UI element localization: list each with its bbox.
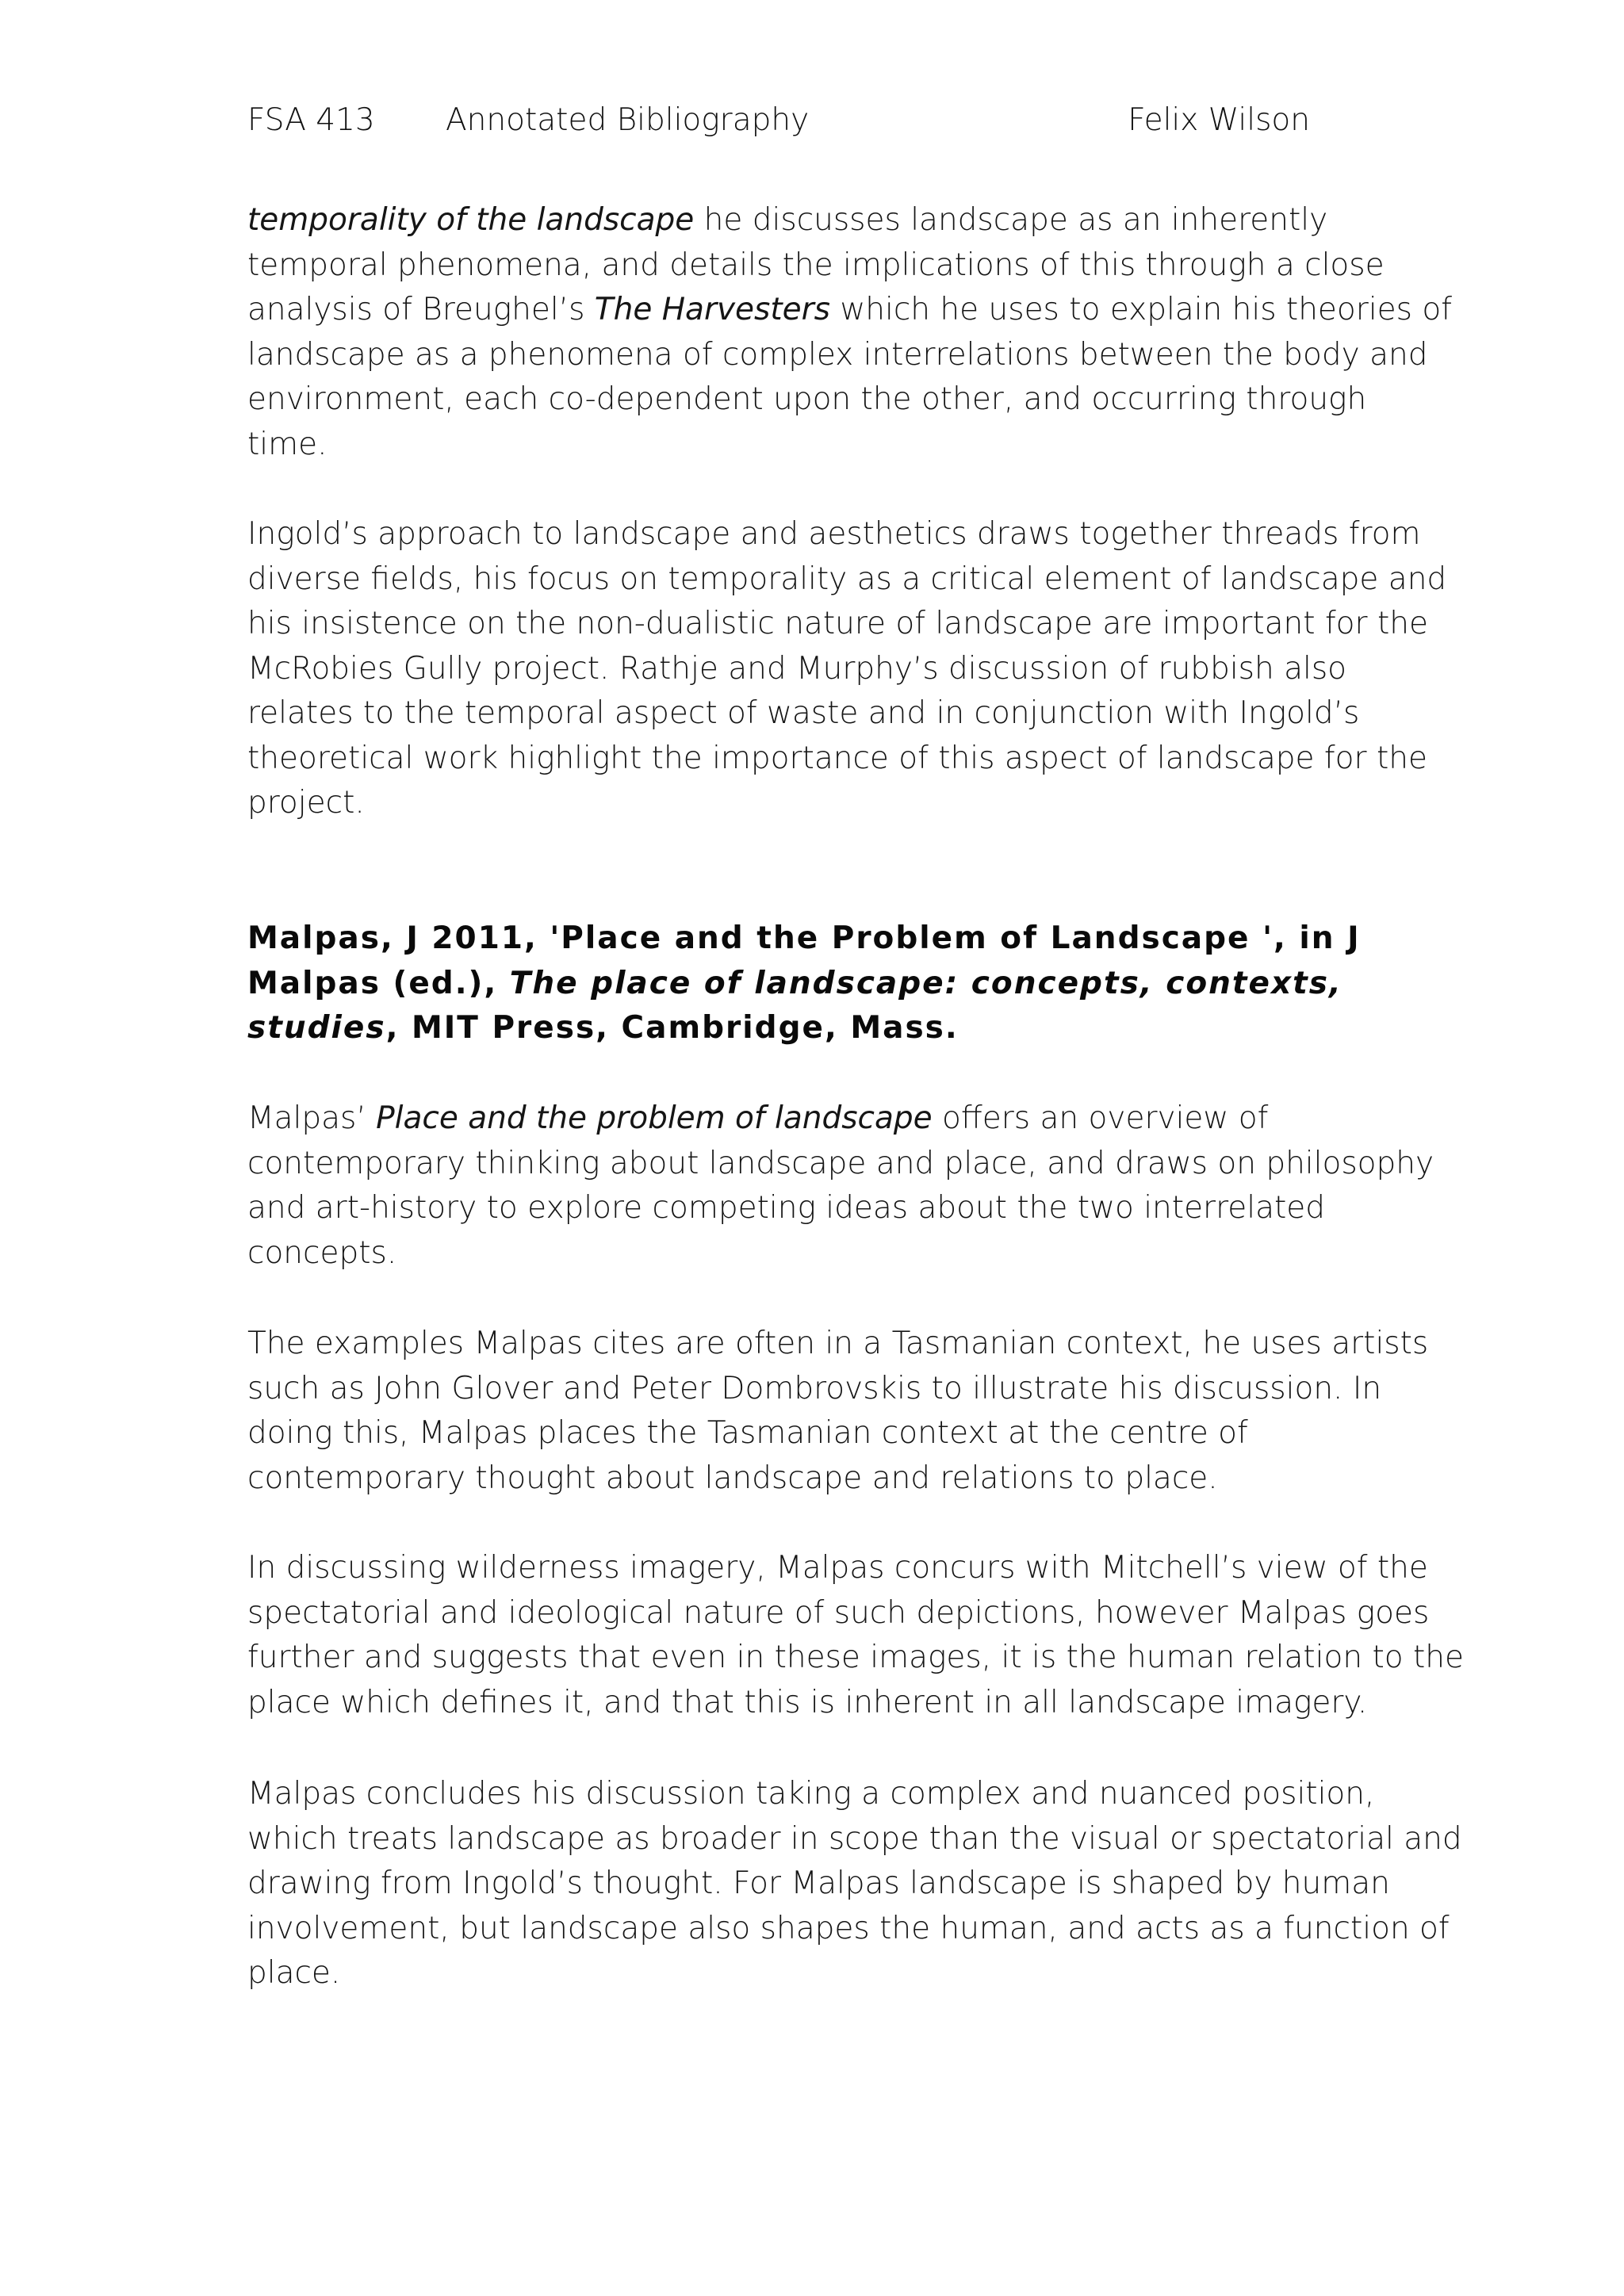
text-line: which treats landscape as broader in scope than the visual or spectatorial and — [247, 1820, 1462, 1857]
text-line: and art-history to explore competing ideas about the two interrelated — [247, 1190, 1326, 1226]
header-course-code: FSA 413 — [247, 102, 375, 138]
line-text: which he uses to explain his theories of — [830, 292, 1452, 327]
text-line: diverse fields, his focus on temporality as a critical element of landscape and — [247, 561, 1447, 597]
text-line: place. — [247, 1955, 341, 1991]
emphasis-phrase: temporality of the landscape — [247, 202, 695, 238]
book-title-continued: studies — [247, 1010, 386, 1046]
citation-text: Malpas (ed.), — [247, 965, 510, 1001]
citation-heading — [247, 916, 1389, 1051]
text-line: Malpas concludes his discussion taking a complex and nuanced position, — [247, 1776, 1375, 1812]
text-line: involvement, but landscape also shapes the human, and acts as a function of — [247, 1910, 1450, 1946]
text-line: temporal phenomena, and details the implications of this through a close — [247, 247, 1385, 283]
paragraph-temporality — [247, 198, 1452, 467]
citation-line — [247, 962, 1389, 1007]
paragraph-malpas-overview — [247, 1096, 1434, 1276]
text-line: place which defines it, and that this is inherent in all landscape imagery. — [247, 1684, 1368, 1720]
text-line — [247, 1096, 1389, 1142]
text-line: Ingold’s approach to landscape and aesthetics draws together threads from — [247, 516, 1421, 552]
text-line: In discussing wilderness imagery, Malpas concurs with Mitchell’s view of the — [247, 1550, 1428, 1586]
text-line: The examples Malpas cites are often in a Tasmanian context, he uses artists — [247, 1326, 1429, 1361]
line-text: he discusses landscape as an inherently — [694, 202, 1328, 238]
text-line: further and suggests that even in these images, it is the human relation to the — [247, 1640, 1465, 1675]
paragraph-wilderness-imagery — [247, 1546, 1465, 1725]
text-line: doing this, Malpas places the Tasmanian context at the centre of — [247, 1415, 1248, 1451]
citation-text: , MIT Press, Cambridge, Mass. — [385, 1010, 959, 1046]
text-line: his insistence on the non-dualistic nature of landscape are important for the — [247, 606, 1428, 641]
text-line: McRobies Gully project. Rathje and Murphy’s discussion of rubbish also — [247, 650, 1347, 687]
text-line: theoretical work highlight the importance of this aspect of landscape for the — [247, 740, 1427, 776]
line-text: offers an overview of — [932, 1100, 1269, 1136]
header-document-title: Annotated Bibliography — [446, 102, 810, 138]
chapter-title: Place and the problem of landscape — [376, 1100, 933, 1136]
text-line: relates to the temporal aspect of waste and in conjunction with Ingold’s — [247, 695, 1360, 731]
text-line: contemporary thinking about landscape and place, and draws on philosophy — [247, 1145, 1434, 1181]
header-author-name: Felix Wilson — [1128, 102, 1310, 138]
text-line: project. — [247, 785, 365, 821]
text-line: drawing from Ingold’s thought. For Malpas landscape is shaped by human — [247, 1866, 1390, 1901]
line-text: Malpas’ — [247, 1100, 377, 1136]
paragraph-tasmanian-context — [247, 1322, 1429, 1501]
paragraph-malpas-conclusion — [247, 1772, 1462, 1996]
text-line: landscape as a phenomena of complex interrelations between the body and — [247, 336, 1428, 373]
text-line — [247, 288, 1452, 333]
paragraph-ingold-summary — [247, 512, 1447, 826]
citation-line: Malpas, J 2011, 'Place and the Problem of Landscape ', in J — [247, 920, 1361, 956]
text-line: environment, each co-dependent upon the other, and occurring through — [247, 381, 1367, 417]
text-line: contemporary thought about landscape and relations to place. — [247, 1460, 1218, 1496]
line-text: analysis of Breughel’s — [247, 292, 595, 327]
book-title: The place of landscape: concepts, contexts, — [509, 965, 1342, 1001]
text-line: such as John Glover and Peter Dombrovskis to illustrate his discussion. In — [247, 1370, 1382, 1406]
artwork-title: The Harvesters — [594, 292, 831, 327]
page-header — [247, 98, 1326, 146]
citation-line — [247, 1006, 1389, 1051]
text-line: concepts. — [247, 1234, 397, 1271]
text-line: time. — [247, 426, 327, 462]
text-line — [247, 198, 1389, 243]
text-line: spectatorial and ideological nature of such depictions, however Malpas goes — [247, 1594, 1430, 1631]
